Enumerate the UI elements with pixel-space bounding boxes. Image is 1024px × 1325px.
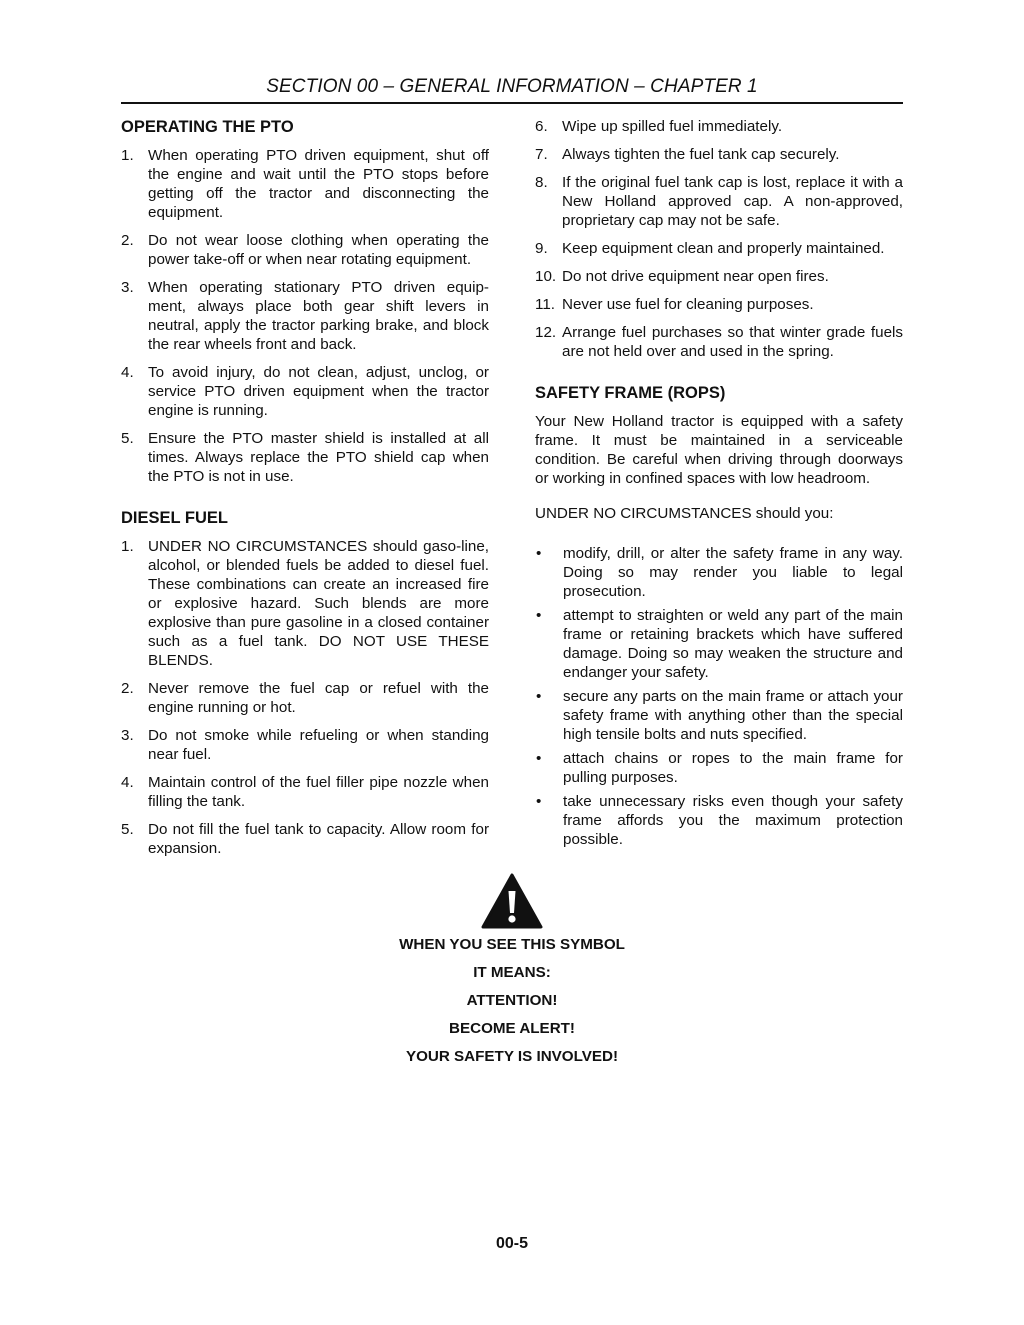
- diesel-list: [121, 537, 489, 858]
- warning-triangle-icon: [481, 873, 543, 929]
- symbol-line: BECOME ALERT!: [449, 1020, 575, 1037]
- list-item: 3. When operating stationary PTO driven equip-ment, always place both gear shift levers in neutral, apply the tractor parking brake, and block the rear wheels front and back.: [121, 279, 489, 353]
- bullet-icon: •: [536, 750, 542, 767]
- safety-symbol-block: [0, 873, 1024, 1066]
- rops-lead-paragraph: UNDER NO CIRCUMSTANCES should you:: [535, 505, 834, 522]
- list-item: • attempt to straighten or weld any part of the main frame or retaining brackets which have suffered damage. Doing so may weaken the structure and endanger your safety.: [536, 607, 903, 681]
- symbol-line: ATTENTION!: [466, 992, 558, 1009]
- list-item: 5. Do not fill the fuel tank to capacity. Allow room for expansion.: [121, 821, 489, 857]
- list-item: 11. Never use fuel for cleaning purposes.: [535, 296, 814, 313]
- list-item: 9. Keep equipment clean and properly maintained.: [535, 240, 885, 257]
- header-rule: [121, 102, 903, 104]
- left-column: [121, 117, 489, 867]
- rops-intro-paragraph: Your New Holland tractor is equipped with a safety frame. It must be maintained in a serviceable condition. Be careful when driving through doorways or working in confined spaces with low headroom.: [535, 413, 903, 487]
- rops-bullet-list: [535, 544, 903, 849]
- list-item: 2. Do not wear loose clothing when operating the power take-off or when near rotating equipment.: [121, 232, 489, 268]
- list-item: 1. UNDER NO CIRCUMSTANCES should gaso-line, alcohol, or blended fuels be added to diesel fuel. These combinations can create an increased fire or explosive hazard. Such blends are more explosive than pure gasoline in a closed container such as a fuel tank. DO NOT USE THESE BLENDS.: [121, 538, 489, 669]
- bullet-icon: •: [536, 545, 542, 562]
- symbol-line: IT MEANS:: [473, 964, 551, 981]
- bullet-icon: •: [536, 688, 542, 705]
- bullet-icon: •: [536, 793, 542, 810]
- heading-operating-pto: OPERATING THE PTO: [121, 118, 294, 136]
- symbol-line: YOUR SAFETY IS INVOLVED!: [405, 1048, 619, 1065]
- list-item: • attach chains or ropes to the main frame for pulling purposes.: [536, 750, 903, 786]
- list-item: 2. Never remove the fuel cap or refuel with the engine running or hot.: [121, 680, 489, 716]
- list-item: • secure any parts on the main frame or attach your safety frame with anything other than the special high tensile bolts and nuts specified.: [536, 688, 903, 743]
- bullet-icon: •: [536, 607, 542, 624]
- right-column: [535, 117, 903, 854]
- heading-safety-frame: SAFETY FRAME (ROPS): [535, 384, 726, 402]
- symbol-line: WHEN YOU SEE THIS SYMBOL: [399, 936, 625, 953]
- list-item: 7. Always tighten the fuel tank cap securely.: [535, 146, 840, 163]
- page-number: 00-5: [495, 1235, 529, 1252]
- heading-diesel-fuel: DIESEL FUEL: [121, 509, 228, 527]
- page-header-title: SECTION 00 – GENERAL INFORMATION – CHAPTER 1: [266, 76, 758, 97]
- pto-list: [121, 146, 489, 486]
- list-item: 1. When operating PTO driven equipment, shut off the engine and wait until the PTO stops before getting off the tractor and disconnecting the equipment.: [121, 147, 489, 221]
- list-item: 6. Wipe up spilled fuel immediately.: [535, 118, 783, 135]
- list-item: • take unnecessary risks even though your safety frame affords you the maximum protection possible.: [536, 793, 903, 848]
- list-item: 10. Do not drive equipment near open fires.: [535, 268, 829, 285]
- list-item: 8. If the original fuel tank cap is lost, replace it with a New Holland approved cap. A non-approved, proprietary cap may not be safe.: [535, 174, 903, 229]
- list-item: 4. Maintain control of the fuel filler pipe nozzle when filling the tank.: [121, 774, 489, 810]
- list-item: 4. To avoid injury, do not clean, adjust, unclog, or service PTO driven equipment when the tractor engine is running.: [121, 364, 489, 419]
- list-item: • modify, drill, or alter the safety frame in any way. Doing so may render you liable to legal prosecution.: [536, 545, 903, 600]
- diesel-list-continued: [535, 117, 903, 361]
- list-item: 3. Do not smoke while refueling or when standing near fuel.: [121, 727, 489, 763]
- list-item: 5. Ensure the PTO master shield is installed at all times. Always replace the PTO shield cap when the PTO is not in use.: [121, 430, 489, 485]
- list-item: 12. Arrange fuel purchases so that winter grade fuels are not held over and used in the spring.: [535, 324, 903, 360]
